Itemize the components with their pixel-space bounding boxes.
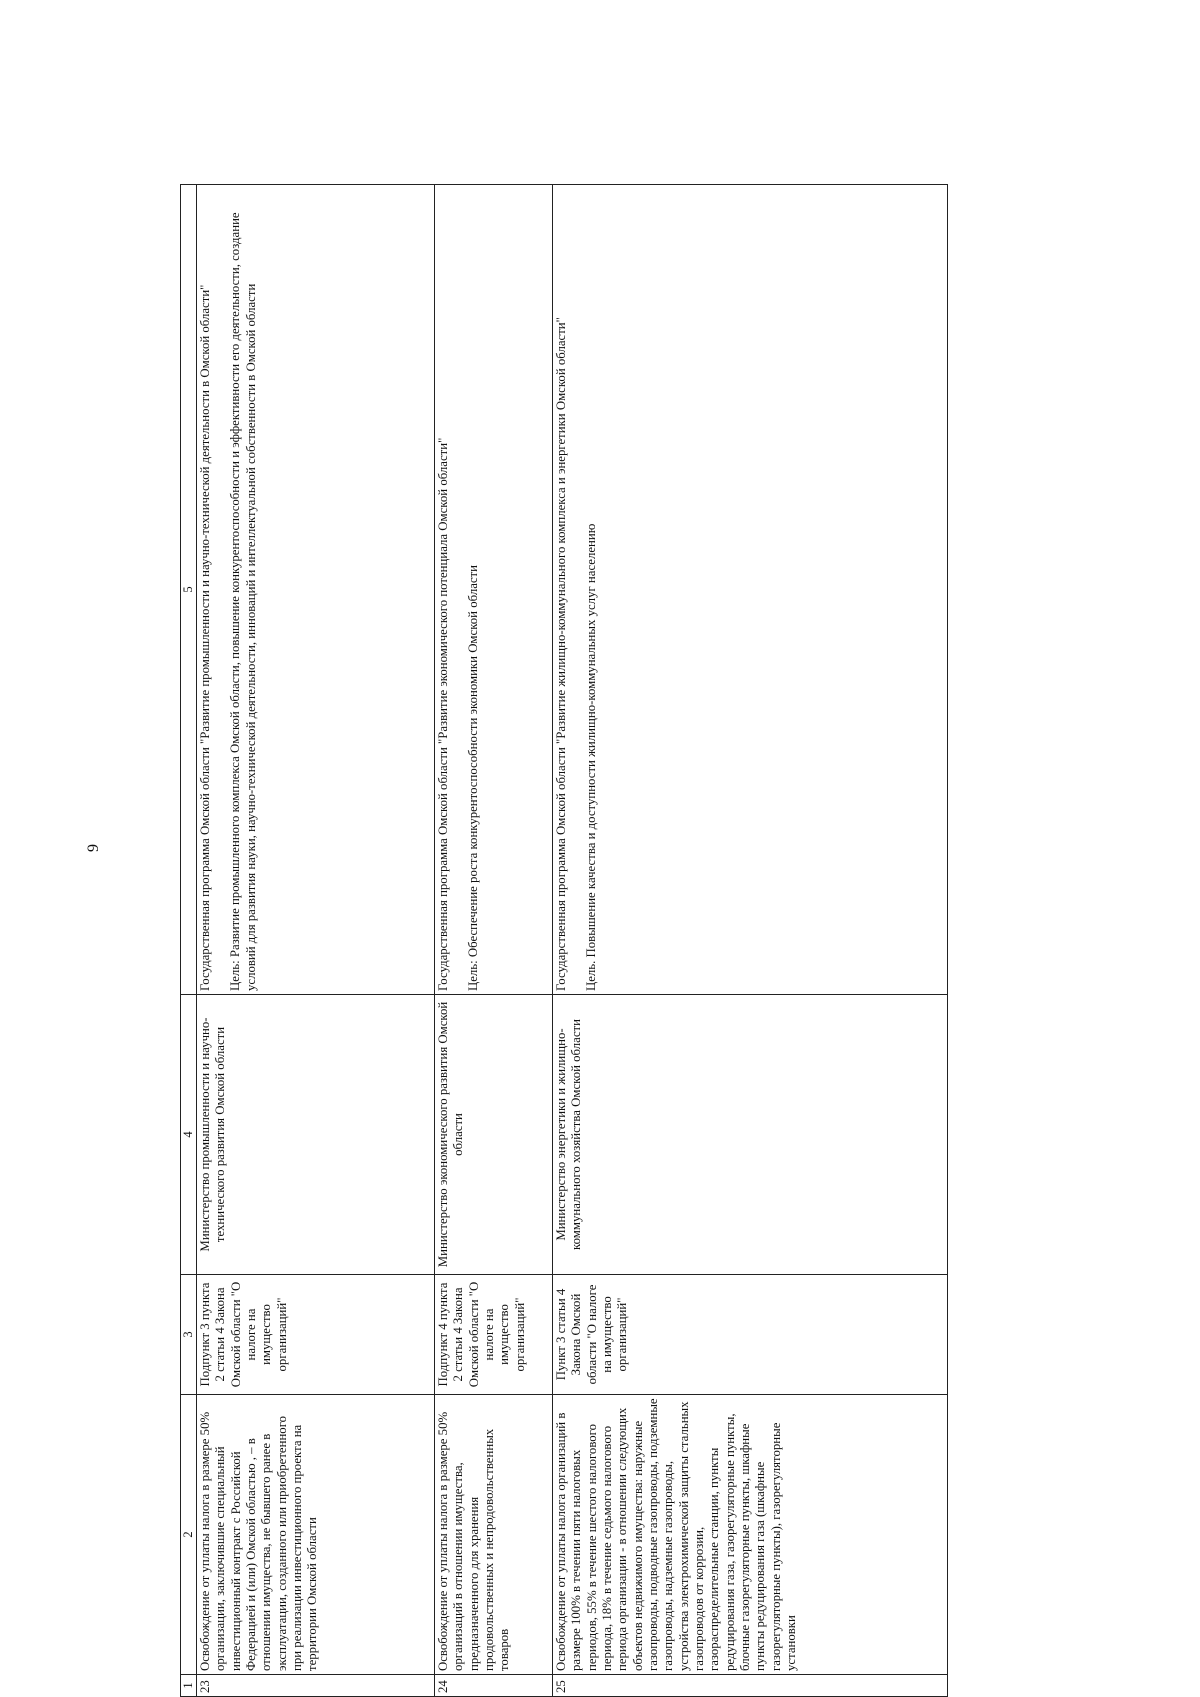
header-cell-2: 2	[181, 1395, 197, 1675]
benefit-description: Освобождение от уплаты налога в размере 50% организаций в отношении имущества, предназначенного для хранения продовольственных и непродовольственных товаров	[435, 1395, 553, 1675]
tax-benefits-table	[180, 184, 948, 1697]
program-goal-cell	[435, 185, 553, 995]
header-cell-1: 1	[181, 1675, 197, 1697]
page-number: 9	[85, 844, 102, 852]
curator-authority: Министерство промышленности и научно-технического развития Омской области	[197, 995, 435, 1275]
legal-basis: Подпункт 3 пункта 2 статьи 4 Закона Омской области "О налоге на имущество организаций"	[197, 1275, 435, 1395]
program-goal-cell	[553, 185, 948, 995]
rotated-sheet	[180, 185, 980, 1697]
row-number: 25	[553, 1675, 948, 1697]
state-program: Государственная программа Омской области "Развитие жилищно-коммунального комплекса и энергетики Омской области"	[554, 317, 568, 991]
row-number: 24	[435, 1675, 553, 1697]
legal-basis: Пункт 3 статьи 4 Закона Омской области "О налоге на имущество организаций"	[553, 1275, 948, 1395]
curator-authority: Министерство экономического развития Омской области	[435, 995, 553, 1275]
header-cell-4: 4	[181, 995, 197, 1275]
table-row	[553, 185, 948, 1697]
table-row	[197, 185, 435, 1697]
program-goal-cell	[197, 185, 435, 995]
row-number: 23	[197, 1675, 435, 1697]
header-cell-5: 5	[181, 185, 197, 995]
curator-authority: Министерство энергетики и жилищно-коммунального хозяйства Омской области	[553, 995, 948, 1275]
benefit-description: Освобождение от уплаты налога организаций в размере 100% в течении пяти налоговых периодов, 55% в течение шестого налогового периода, 18% в течение седьмого налогового периода организации - в отношении следующих объектов недвижимого имущества: наружные газопроводы, подводные газопроводы, подземные газопроводы, надземные газопроводы, устройства электрохимической защиты стальных газопроводов от коррозии, газораспределительные станции, пункты редуцирования газа, газорегуляторные пункты, блочные газорегуляторные пункты, шкафные пункты редуцирования газа (шкафные газорегуляторные пункты), газорегуляторные установки	[553, 1395, 948, 1675]
program-goal: Цель: Обеспечение роста конкурентоспособности экономики Омской области	[466, 564, 481, 991]
state-program: Государственная программа Омской области "Развитие экономического потенциала Омской области"	[436, 437, 450, 991]
benefit-description: Освобождение от уплаты налога в размере 50% организации, заключившие специальный инвестиционный контракт с Российской Федерацией и (или) Омской областью , – в отношении имущества, не бывшего ранее в эксплуатации, созданного или приобретенного при реализации инвестиционного проекта на территории Омской области	[197, 1395, 435, 1675]
legal-basis: Подпункт 4 пункта 2 статьи 4 Закона Омской области "О налоге на имущество организаций"	[435, 1275, 553, 1395]
header-cell-3: 3	[181, 1275, 197, 1395]
table-row	[435, 185, 553, 1697]
program-goal: Цель. Повышение качества и доступности жилищно-коммунальных услуг населению	[584, 523, 599, 991]
program-goal: Цель: Развитие промышленного комплекса Омской области, повышение конкурентоспособности и эффективности его деятельности, создание условий для развития науки, научно-технической деятельности, инноваций и интеллектуальной собственности в Омской области	[228, 212, 258, 991]
state-program: Государственная программа Омской области "Развитие промышленности и научно-технической деятельности в Омской области"	[198, 284, 212, 991]
header-row	[181, 185, 197, 1697]
